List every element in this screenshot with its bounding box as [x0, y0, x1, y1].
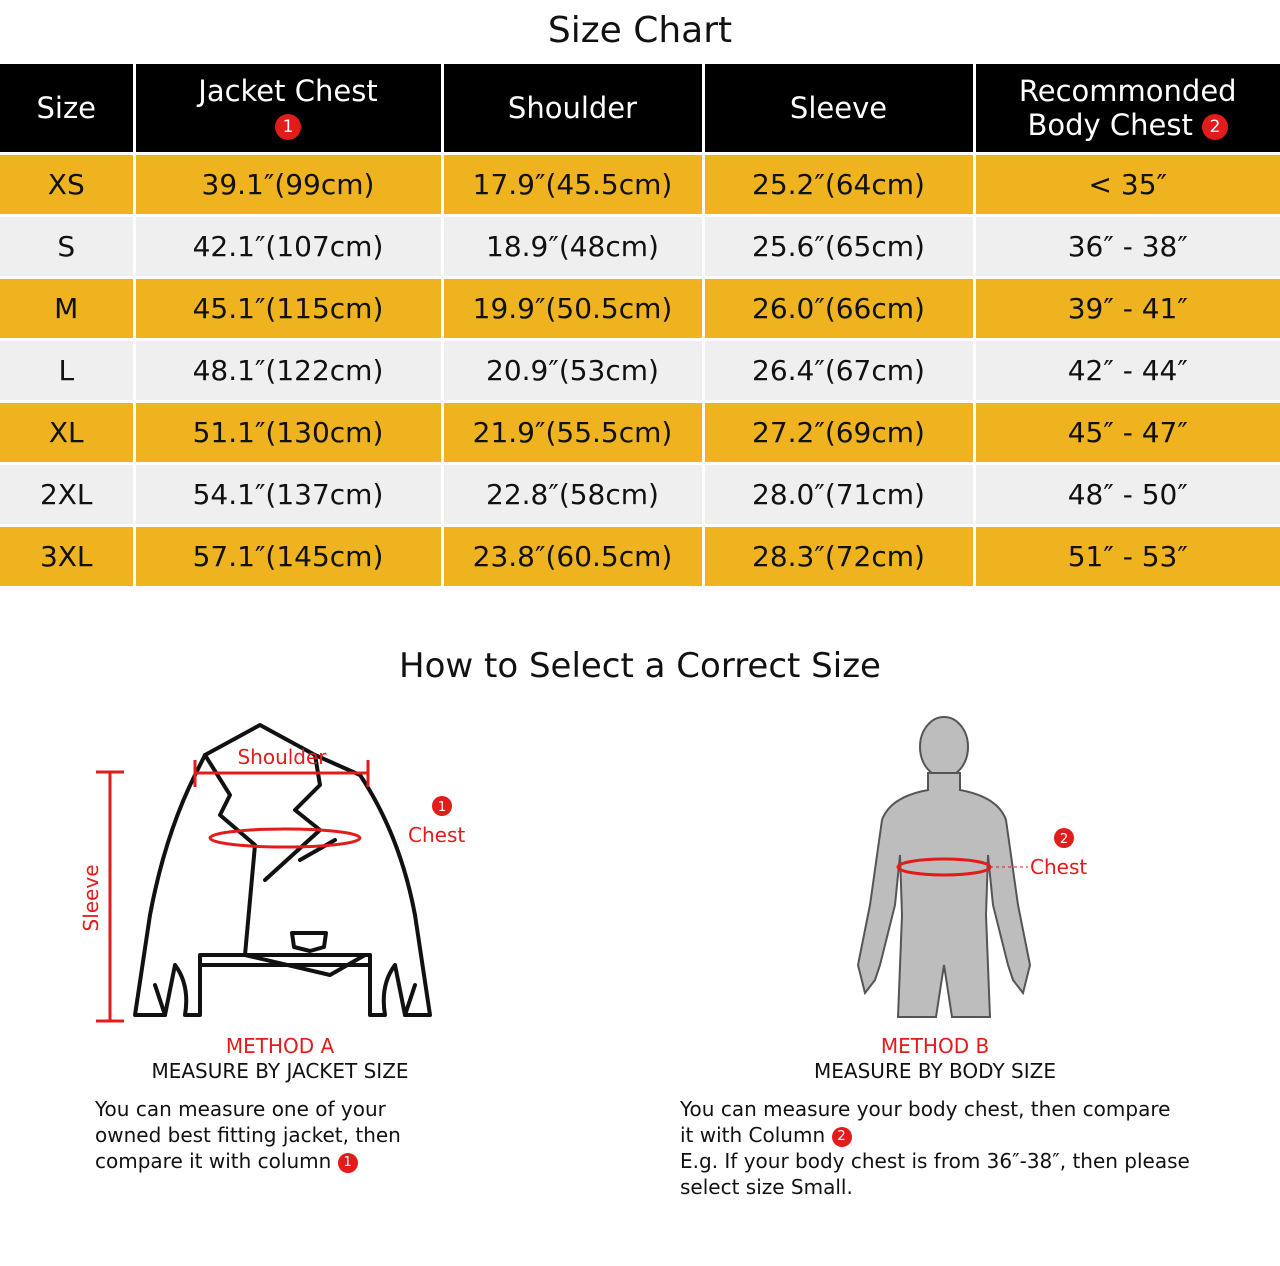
cell-body-chest: < 35″	[974, 154, 1280, 216]
table-row	[0, 464, 1280, 526]
method-b-desc-line: You can measure your body chest, then compare	[680, 1097, 1171, 1121]
header-shoulder: Shoulder	[442, 64, 703, 154]
method-a-desc-line: compare it with column	[95, 1149, 332, 1173]
cell-sleeve: 28.3″(72cm)	[703, 526, 974, 587]
header-recommended-body-chest	[974, 64, 1280, 154]
jacket-chest-label: Chest	[408, 823, 466, 847]
cell-size: 3XL	[0, 526, 134, 587]
cell-shoulder: 22.8″(58cm)	[442, 464, 703, 526]
cell-size: XL	[0, 402, 134, 464]
cell-shoulder: 18.9″(48cm)	[442, 216, 703, 278]
cell-chest: 57.1″(145cm)	[134, 526, 442, 587]
cell-body-chest: 39″ - 41″	[974, 278, 1280, 340]
cell-body-chest: 45″ - 47″	[974, 402, 1280, 464]
jacket-diagram	[70, 715, 490, 1035]
method-a-desc-line: owned best fitting jacket, then	[95, 1123, 401, 1147]
cell-sleeve: 26.4″(67cm)	[703, 340, 974, 402]
cell-sleeve: 25.2″(64cm)	[703, 154, 974, 216]
body-chest-badge: 2	[1059, 832, 1069, 847]
column-2-badge: 2	[1202, 114, 1228, 140]
table-row	[0, 216, 1280, 278]
method-b-desc-line: select size Small.	[680, 1175, 853, 1199]
method-b	[785, 1034, 1085, 1084]
header-sleeve: Sleeve	[703, 64, 974, 154]
method-b-label: METHOD B	[880, 1034, 990, 1058]
cell-size: S	[0, 216, 134, 278]
method-b-description	[680, 1096, 1240, 1200]
cell-shoulder: 19.9″(50.5cm)	[442, 278, 703, 340]
cell-sleeve: 25.6″(65cm)	[703, 216, 974, 278]
cell-chest: 45.1″(115cm)	[134, 278, 442, 340]
cell-sleeve: 28.0″(71cm)	[703, 464, 974, 526]
jacket-chest-badge: 1	[437, 800, 447, 815]
cell-body-chest: 36″ - 38″	[974, 216, 1280, 278]
cell-shoulder: 23.8″(60.5cm)	[442, 526, 703, 587]
cell-shoulder: 17.9″(45.5cm)	[442, 154, 703, 216]
column-1-badge-inline: 1	[338, 1153, 358, 1173]
cell-size: 2XL	[0, 464, 134, 526]
table-header-row	[0, 64, 1280, 154]
method-a-description	[95, 1096, 515, 1174]
header-jacket-chest-label: Jacket Chest	[198, 74, 378, 108]
cell-shoulder: 20.9″(53cm)	[442, 340, 703, 402]
body-chest-label: Chest	[1030, 855, 1088, 879]
body-diagram	[840, 715, 1120, 1025]
cell-chest: 48.1″(122cm)	[134, 340, 442, 402]
cell-size: L	[0, 340, 134, 402]
method-b-desc-line: E.g. If your body chest is from 36″-38″, then please	[680, 1149, 1190, 1173]
table-row	[0, 154, 1280, 216]
table-row	[0, 340, 1280, 402]
cell-chest: 39.1″(99cm)	[134, 154, 442, 216]
method-a-label: METHOD A	[225, 1034, 335, 1058]
jacket-sleeve-label: Sleeve	[79, 864, 103, 932]
cell-body-chest: 51″ - 53″	[974, 526, 1280, 587]
table-row	[0, 526, 1280, 587]
size-chart-table	[0, 64, 1280, 586]
method-a	[130, 1034, 430, 1084]
page-title: Size Chart	[547, 10, 733, 51]
column-2-badge-inline: 2	[832, 1127, 852, 1147]
cell-body-chest: 42″ - 44″	[974, 340, 1280, 402]
cell-size: XS	[0, 154, 134, 216]
guide-title: How to Select a Correct Size	[399, 646, 881, 686]
cell-chest: 51.1″(130cm)	[134, 402, 442, 464]
method-b-subtitle: MEASURE BY BODY SIZE	[814, 1059, 1056, 1083]
method-a-desc-line: You can measure one of your	[95, 1097, 386, 1121]
header-jacket-chest	[134, 64, 442, 154]
header-recommended-line2: Body Chest	[1027, 108, 1193, 142]
cell-body-chest: 48″ - 50″	[974, 464, 1280, 526]
header-recommended-line1: Recommonded	[1018, 74, 1237, 108]
method-b-desc-line: it with Column	[680, 1123, 826, 1147]
column-1-badge: 1	[275, 114, 301, 140]
cell-shoulder: 21.9″(55.5cm)	[442, 402, 703, 464]
jacket-shoulder-label: Shoulder	[237, 745, 327, 769]
table-row	[0, 402, 1280, 464]
method-a-subtitle: MEASURE BY JACKET SIZE	[151, 1059, 409, 1083]
table-row	[0, 278, 1280, 340]
header-size: Size	[0, 64, 134, 154]
cell-sleeve: 26.0″(66cm)	[703, 278, 974, 340]
cell-size: M	[0, 278, 134, 340]
cell-sleeve: 27.2″(69cm)	[703, 402, 974, 464]
cell-chest: 54.1″(137cm)	[134, 464, 442, 526]
cell-chest: 42.1″(107cm)	[134, 216, 442, 278]
